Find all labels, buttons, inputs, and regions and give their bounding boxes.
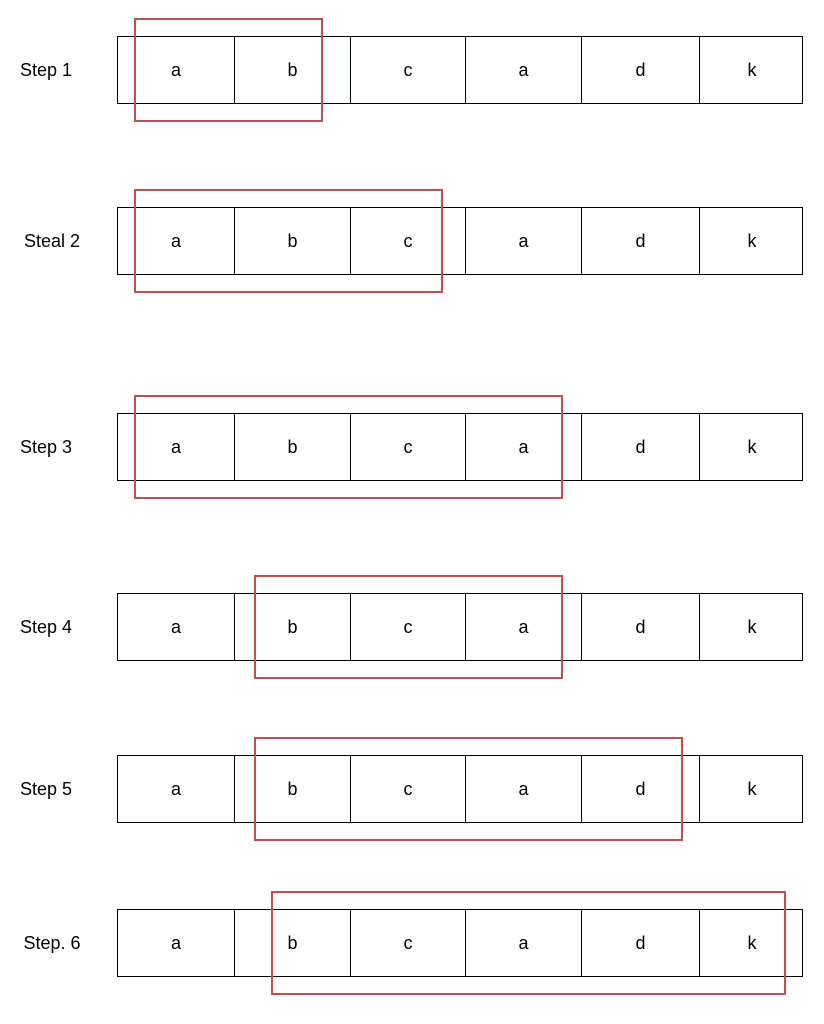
character-strip	[117, 36, 803, 104]
character-cell: c	[351, 594, 466, 660]
character-cell: k	[747, 59, 757, 80]
character-cell: d	[582, 756, 700, 822]
step-label: Step 1	[19, 60, 73, 80]
character-cell: b	[235, 594, 351, 660]
character-cell: b	[235, 37, 351, 103]
character-strip	[117, 593, 803, 661]
sliding-window-box	[134, 395, 563, 499]
character-cell: a	[466, 756, 582, 822]
character-cell: a	[118, 414, 235, 480]
character-cell: a	[466, 594, 582, 660]
character-cell: a	[118, 756, 235, 822]
character-cell: k	[747, 778, 757, 799]
character-strip	[117, 909, 803, 977]
step-label: Step 4	[19, 617, 73, 637]
character-cell: b	[235, 756, 351, 822]
character-cell: c	[351, 37, 466, 103]
character-cell: b	[235, 910, 351, 976]
sliding-window-box	[134, 189, 443, 293]
character-cell: a	[466, 414, 582, 480]
character-strip	[117, 413, 803, 481]
step-label: Step 3	[19, 437, 73, 457]
character-strip	[117, 755, 803, 823]
character-cell: a	[118, 37, 235, 103]
character-cell: d	[582, 208, 700, 274]
sliding-window-box	[254, 575, 563, 679]
character-cell: a	[466, 208, 582, 274]
character-cell: c	[351, 414, 466, 480]
sliding-window-box	[134, 18, 323, 122]
character-cell: d	[582, 910, 700, 976]
character-cell: b	[235, 414, 351, 480]
character-cell: a	[118, 208, 235, 274]
character-cell: c	[351, 910, 466, 976]
sliding-window-box	[254, 737, 683, 841]
character-cell: k	[747, 616, 757, 637]
character-cell: a	[466, 910, 582, 976]
character-cell: d	[582, 414, 700, 480]
character-cell: k	[747, 436, 757, 457]
character-cell: d	[582, 37, 700, 103]
sliding-window-box	[271, 891, 786, 995]
character-strip	[117, 207, 803, 275]
step-label: Steal 2	[23, 231, 81, 251]
character-cell: d	[582, 594, 700, 660]
character-cell: k	[747, 932, 757, 953]
character-cell: b	[235, 208, 351, 274]
character-cell: c	[351, 756, 466, 822]
step-label: Step 5	[19, 779, 73, 799]
step-label: Step. 6	[23, 933, 81, 953]
character-cell: a	[466, 37, 582, 103]
character-cell: k	[747, 230, 757, 251]
character-cell: c	[351, 208, 466, 274]
character-cell: a	[118, 594, 235, 660]
character-cell: a	[118, 910, 235, 976]
